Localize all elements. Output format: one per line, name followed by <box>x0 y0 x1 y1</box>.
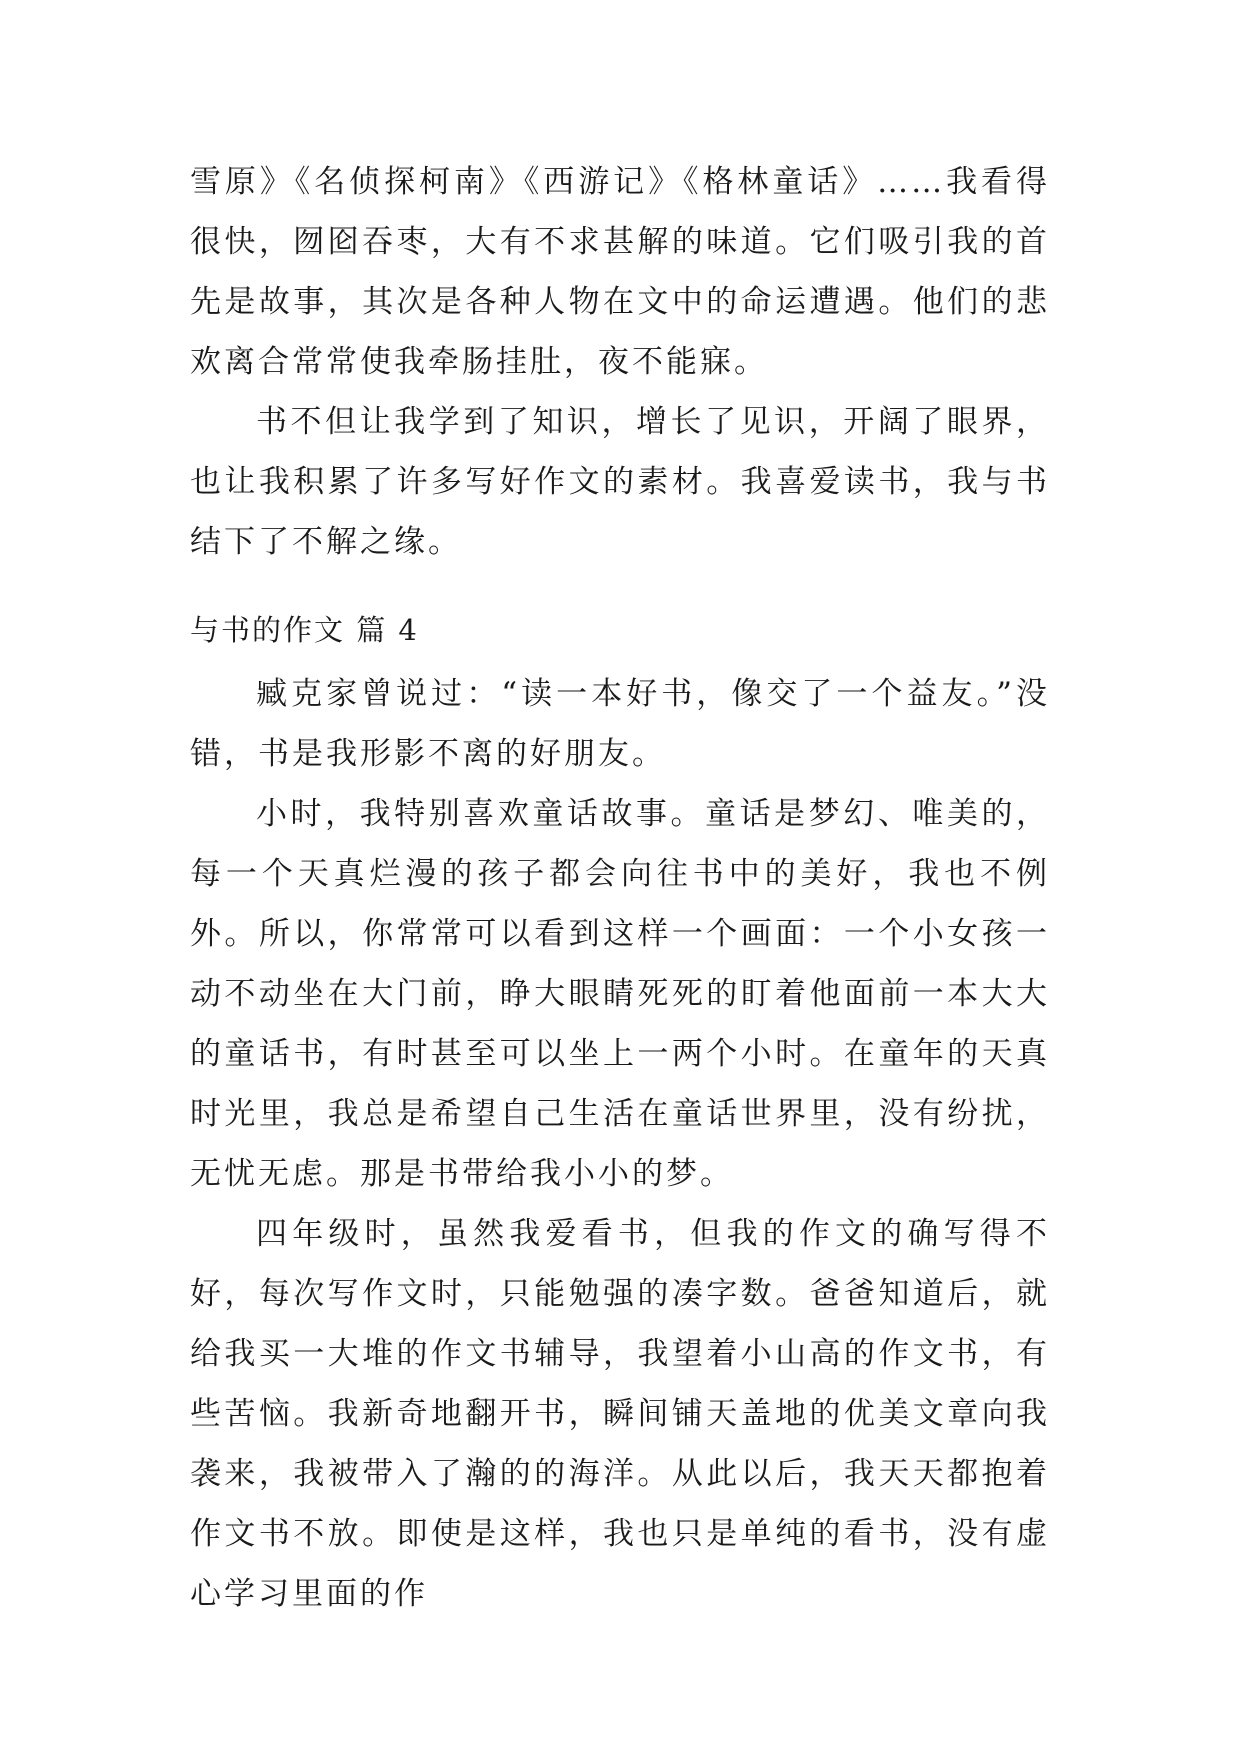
paragraph: 四年级时，虽然我爱看书，但我的作文的确写得不好，每次写作文时，只能勉强的凑字数。爸爸知道后，就给我买一大堆的作文书辅导，我望着小山高的作文书，有些苦恼。我新奇地翻开书，瞬间铺天盖地的优美文章向我袭来，我被带入了瀚的的海洋。从此以后，我天天都抱着作文书不放。即使是这样，我也只是单纯的看书，没有虚心学习里面的作 <box>190 1216 1050 1612</box>
paragraph: 书不但让我学到了知识，增长了见识，开阔了眼界，也让我积累了许多写好作文的素材。我喜爱读书，我与书结下了不解之缘。 <box>190 404 1050 560</box>
section-body-text <box>190 664 1050 1624</box>
paragraph: 臧克家曾说过：“读一本好书，像交了一个益友。”没错，书是我形影不离的好朋友。 <box>190 676 1050 772</box>
previous-section-text <box>190 152 1050 572</box>
paragraph-continued: 雪原》《名侦探柯南》《西游记》《格林童话》……我看得很快，囫囵吞枣，大有不求甚解的味道。它们吸引我的首先是故事，其次是各种人物在文中的命运遭遇。他们的悲欢离合常常使我牵肠挂肚，夜不能寐。 <box>190 164 1050 380</box>
paragraph: 小时，我特别喜欢童话故事。童话是梦幻、唯美的，每一个天真烂漫的孩子都会向往书中的美好，我也不例外。所以，你常常可以看到这样一个画面：一个小女孩一动不动坐在大门前，睁大眼睛死死的盯着他面前一本大大的童话书，有时甚至可以坐上一两个小时。在童年的天真时光里，我总是希望自己生活在童话世界里，没有纷扰，无忧无虑。那是书带给我小小的梦。 <box>190 796 1050 1192</box>
section-heading: 与书的作文 篇 4 <box>190 613 419 647</box>
